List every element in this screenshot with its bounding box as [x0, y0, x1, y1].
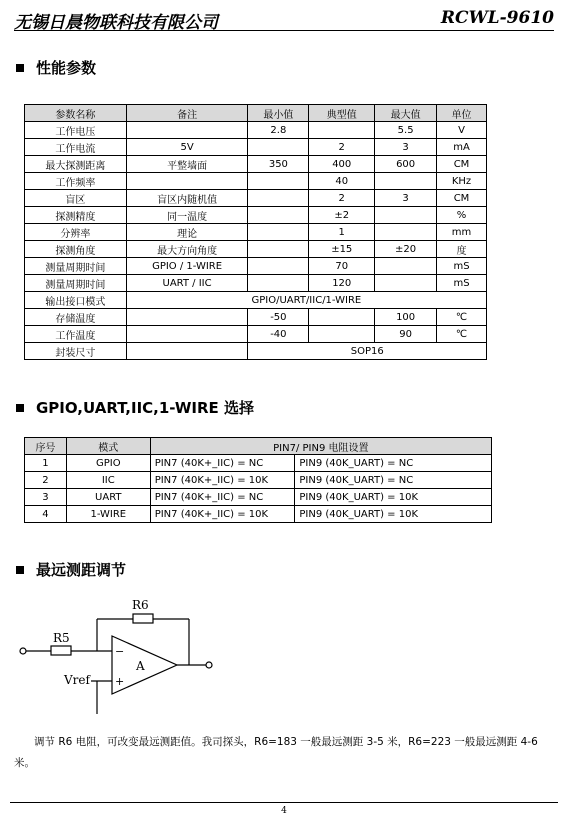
table-cell: 90: [375, 326, 437, 343]
table-cell: PIN7 (40K+_IIC) = 10K: [150, 472, 295, 489]
bullet-square-icon: [16, 404, 24, 412]
table-cell: 1: [309, 224, 375, 241]
table-cell: 盲区内随机值: [126, 190, 248, 207]
table-cell: [375, 224, 437, 241]
table-cell: 理论: [126, 224, 248, 241]
table-cell: 2: [25, 472, 67, 489]
section-mode-select: [16, 397, 254, 418]
table-cell: 120: [309, 275, 375, 292]
column-header: 备注: [126, 105, 248, 122]
table-row: [25, 139, 487, 156]
table-cell: 40: [309, 173, 375, 190]
column-header: PIN7/ PIN9 电阻设置: [150, 438, 491, 455]
table-header-row: [25, 438, 492, 455]
section-range-adjust: [16, 559, 126, 580]
table-cell: 最大方向角度: [126, 241, 248, 258]
column-header: 最大值: [375, 105, 437, 122]
table-cell: 分辨率: [25, 224, 127, 241]
column-header: 最小值: [248, 105, 309, 122]
table-row: [25, 472, 492, 489]
table-cell: 探测角度: [25, 241, 127, 258]
table-cell: UART: [66, 489, 150, 506]
table-cell: 工作频率: [25, 173, 127, 190]
table-cell: ℃: [437, 326, 487, 343]
table-cell: 工作电流: [25, 139, 127, 156]
table-cell: PIN9 (40K_UART) = NC: [295, 472, 492, 489]
table-cell: 探测精度: [25, 207, 127, 224]
table-cell: [248, 190, 309, 207]
table-row: [25, 156, 487, 173]
table-cell: CM: [437, 156, 487, 173]
table-cell: [375, 173, 437, 190]
company-name: 无锡日晨物联科技有限公司: [14, 13, 218, 33]
table-cell: 70: [309, 258, 375, 275]
table-cell: [248, 224, 309, 241]
table-cell: PIN9 (40K_UART) = NC: [295, 455, 492, 472]
table-cell: PIN7 (40K+_IIC) = NC: [150, 455, 295, 472]
table-row: [25, 258, 487, 275]
resistor-r5: [51, 646, 71, 655]
table-cell: 5V: [126, 139, 248, 156]
label-minus: −: [115, 645, 125, 658]
table-cell: KHz: [437, 173, 487, 190]
table-row: [25, 309, 487, 326]
table-cell: 2: [309, 139, 375, 156]
table-cell: [375, 207, 437, 224]
table-cell: %: [437, 207, 487, 224]
column-header: 模式: [66, 438, 150, 455]
table-cell: [309, 122, 375, 139]
output-terminal: [206, 662, 212, 668]
table-cell: UART / IIC: [126, 275, 248, 292]
table-cell: -40: [248, 326, 309, 343]
table-cell: 盲区: [25, 190, 127, 207]
table-cell: 100: [375, 309, 437, 326]
opamp-circuit-diagram: [18, 592, 228, 726]
table-cell: ±15: [309, 241, 375, 258]
table-cell: ℃: [437, 309, 487, 326]
model-number: RCWL-9610: [440, 8, 554, 28]
table-cell: [126, 173, 248, 190]
bullet-square-icon: [16, 64, 24, 72]
column-header: 序号: [25, 438, 67, 455]
table-cell: 3: [375, 139, 437, 156]
table-cell: 工作电压: [25, 122, 127, 139]
section-title: 最远测距调节: [36, 561, 127, 579]
table-cell: GPIO / 1-WIRE: [126, 258, 248, 275]
table-cell: 3: [25, 489, 67, 506]
bullet-square-icon: [16, 566, 24, 574]
table-cell: 600: [375, 156, 437, 173]
footer-divider: [10, 802, 558, 803]
table-cell: IIC: [66, 472, 150, 489]
table-cell: mS: [437, 258, 487, 275]
table-cell: V: [437, 122, 487, 139]
table-cell: 400: [309, 156, 375, 173]
table-cell: mS: [437, 275, 487, 292]
performance-table: [24, 104, 487, 360]
table-cell: 2.8: [248, 122, 309, 139]
table-cell: [126, 343, 248, 360]
label-plus: +: [115, 675, 125, 688]
table-cell: PIN9 (40K_UART) = 10K: [295, 489, 492, 506]
table-header-row: [25, 105, 487, 122]
table-cell: GPIO: [66, 455, 150, 472]
table-cell: [248, 207, 309, 224]
table-row: [25, 326, 487, 343]
table-row: [25, 190, 487, 207]
table-cell: 1-WIRE: [66, 506, 150, 523]
table-cell: ±20: [375, 241, 437, 258]
table-cell: [248, 275, 309, 292]
table-cell: 平整墙面: [126, 156, 248, 173]
resistor-r6: [133, 614, 153, 623]
table-cell: 2: [309, 190, 375, 207]
table-cell: 350: [248, 156, 309, 173]
table-cell: -50: [248, 309, 309, 326]
table-cell: [375, 258, 437, 275]
header-divider: [14, 30, 554, 31]
table-cell: 3: [375, 190, 437, 207]
table-cell: 存储温度: [25, 309, 127, 326]
table-cell: ±2: [309, 207, 375, 224]
section-title: 性能参数: [36, 59, 97, 77]
label-vref: Vref: [64, 673, 90, 687]
table-cell: CM: [437, 190, 487, 207]
table-cell: 封装尺寸: [25, 343, 127, 360]
table-cell: 同一温度: [126, 207, 248, 224]
section-title: GPIO,UART,IIC,1-WIRE 选择: [36, 399, 255, 417]
table-row: [25, 489, 492, 506]
table-cell: 4: [25, 506, 67, 523]
table-row: [25, 275, 487, 292]
table-cell: PIN7 (40K+_IIC) = 10K: [150, 506, 295, 523]
table-cell: 最大探测距离: [25, 156, 127, 173]
table-cell: 输出接口模式: [25, 292, 127, 309]
table-cell: [248, 139, 309, 156]
table-cell: [248, 258, 309, 275]
label-r6: R6: [132, 598, 149, 612]
table-cell: [126, 122, 248, 139]
table-cell: 度: [437, 241, 487, 258]
table-cell: PIN7 (40K+_IIC) = NC: [150, 489, 295, 506]
section-performance: [16, 57, 96, 78]
table-cell: mm: [437, 224, 487, 241]
label-amp: A: [136, 659, 145, 673]
table-row: [25, 455, 492, 472]
table-cell: 测量周期时间: [25, 258, 127, 275]
table-row: [25, 241, 487, 258]
column-header: 单位: [437, 105, 487, 122]
page-number: 4: [281, 806, 287, 816]
table-cell: SOP16: [248, 343, 487, 360]
table-cell: [309, 326, 375, 343]
table-cell: [248, 173, 309, 190]
table-row: [25, 207, 487, 224]
table-cell: 5.5: [375, 122, 437, 139]
table-row: [25, 173, 487, 190]
table-row: [25, 292, 487, 309]
table-cell: [126, 326, 248, 343]
table-cell: [126, 309, 248, 326]
table-row: [25, 122, 487, 139]
table-cell: 测量周期时间: [25, 275, 127, 292]
table-cell: 工作温度: [25, 326, 127, 343]
table-cell: 1: [25, 455, 67, 472]
description-paragraph: 调节 R6 电阻，可改变最远测距值。我司探头，R6=183 一般最远测距 3-5 米，R6=223 一般最远测距 4-6 米。: [14, 736, 538, 769]
column-header: 典型值: [309, 105, 375, 122]
table-cell: [375, 275, 437, 292]
table-row: [25, 343, 487, 360]
table-cell: GPIO/UART/IIC/1-WIRE: [126, 292, 486, 309]
table-row: [25, 506, 492, 523]
table-row: [25, 224, 487, 241]
table-cell: [248, 241, 309, 258]
table-cell: mA: [437, 139, 487, 156]
label-r5: R5: [53, 631, 70, 645]
mode-table: [24, 437, 492, 523]
table-cell: PIN9 (40K_UART) = 10K: [295, 506, 492, 523]
column-header: 参数名称: [25, 105, 127, 122]
table-cell: [309, 309, 375, 326]
input-terminal: [20, 648, 26, 654]
